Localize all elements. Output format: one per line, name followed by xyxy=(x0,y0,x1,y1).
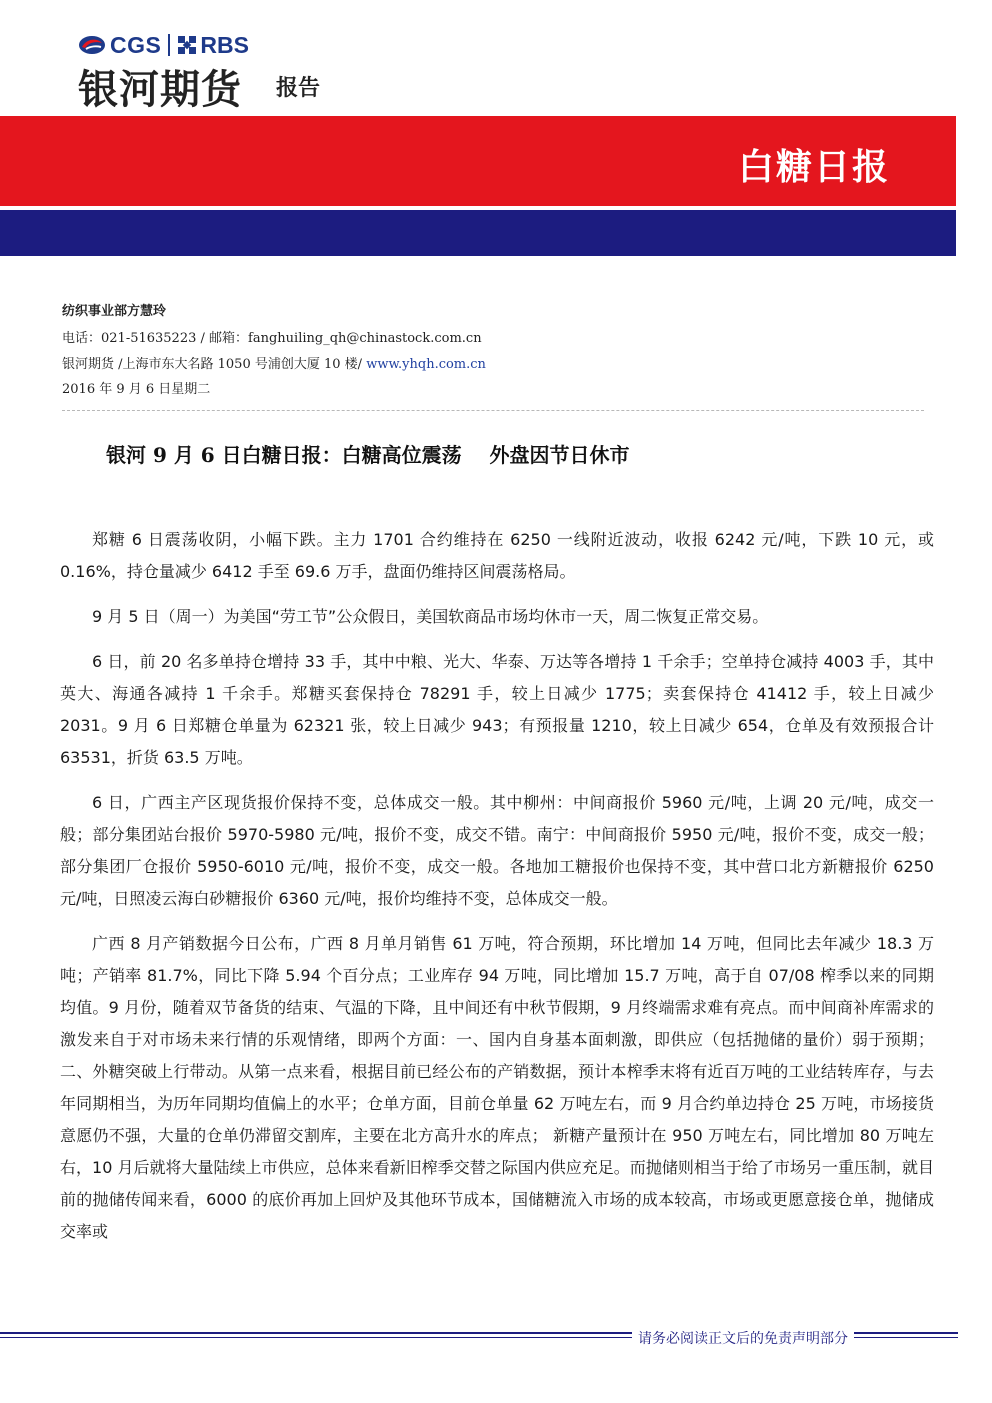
paragraph: 6 日，广西主产区现货报价保持不变，总体成交一般。其中柳州：中间商报价 5960 元/吨，上调 20 元/吨，成交一般；部分集团站台报价 5970-5980 元/吨，报价不变，成交不错。南宁：中间商报价 5950 元/吨，报价不变，成交一般；部分集团厂仓报价 5950-6010 元/吨，报价不变，成交一般。各地加工糖报价也保持不变，其中营口北方新糖报价 6250 元/吨，日照凌云海白砂糖报价 6360 元/吨，报价均维持不变，总体成交一般。 xyxy=(60,793,934,908)
title-band xyxy=(0,116,956,206)
rbs-mark-icon xyxy=(177,35,197,55)
address-text: 银河期货 /上海市东大名路 1050 号浦创大厦 10 楼/ xyxy=(62,357,367,372)
brand-subtitle: 报告 xyxy=(276,76,321,101)
report-body xyxy=(60,524,934,1261)
logo-cgs-text: CGS xyxy=(110,31,162,58)
website-link[interactable]: www.yhqh.com.cn xyxy=(366,357,486,372)
brand-name: 银河期货 xyxy=(78,67,242,113)
logo-row xyxy=(78,30,249,60)
report-title: 白糖日报 xyxy=(737,147,890,188)
footer-disclaimer-note: 请务必阅读正文后的免责声明部分 xyxy=(632,1328,854,1350)
contact-phone: 电话：021-51635223 / 邮箱： xyxy=(62,331,249,346)
headline: 银河 9 月 6 日白糖日报：白糖高位震荡 外盘因节日休市 xyxy=(106,443,630,467)
logo-rbs-text: RBS xyxy=(200,31,249,58)
paragraph: 6 日，前 20 名多单持仓增持 33 手，其中中粮、光大、华泰、万达等各增持 1 千余手；空单持仓减持 4003 手，其中英大、海通各减持 1 千余手。郑糖买套保持仓 78291 手，较上日减少 1775；卖套保持仓 41412 手，较上日减少 2031。9 月 6 日郑糖仓单量为 62321 张，较上日减少 943；有预报量 1210，较上日减少 654，仓单及有效预报合计 63531，折货 63.5 万吨。 xyxy=(60,652,934,767)
meta-divider xyxy=(62,410,924,411)
report-date: 2016 年 9 月 6 日星期二 xyxy=(62,382,211,397)
author-line: 纺织事业部方慧玲 xyxy=(62,304,167,319)
paragraph: 郑糖 6 日震荡收阴，小幅下跌。主力 1701 合约维持在 6250 一线附近波动，收报 6242 元/吨，下跌 10 元，或 0.16%，持仓量减少 6412 手至 69.6 万手，盘面仍维持区间震荡格局。 xyxy=(60,530,934,581)
logo-separator xyxy=(168,34,170,56)
paragraph: 广西 8 月产销数据今日公布，广西 8 月单月销售 61 万吨，符合预期，环比增加 14 万吨，但同比去年减少 18.3 万吨；产销率 81.7%，同比下降 5.94 个百分点；工业库存 94 万吨，同比增加 15.7 万吨，高于自 07/08 榨季以来的同期均值。9 月份，随着双节备货的结束、气温的下降，且中间还有中秋节假期，9 月终端需求难有亮点。而中间商补库需求的激发来自于对市场未来行情的乐观情绪，即两个方面：一、国内自身基本面刺激，即供应（包括抛储的量价）弱于预期；二、外糖突破上行带动。从第一点来看，根据目前已经公布的产销数据，预计本榨季末将有近百万吨的工业结转库存，与去年同期相当，为历年同期均值偏上的水平；仓单方面，目前仓单量 62 万吨左右，而 9 月合约单边持仓 25 万吨，市场接货意愿仍不强，大量的仓单仍滞留交割库，主要在北方高升水的库点； 新糖产量预计在 950 万吨左右，同比增加 80 万吨左右，10 月后就将大量陆续上市供应，总体来看新旧榨季交替之际国内供应充足。而抛储则相当于给了市场另一重压制，就目前的抛储传闻来看，6000 的底价再加上回炉及其他环节成本，国储糖流入市场的成本较高，市场或更愿意接仓单，抛储成交率或 xyxy=(60,934,934,1241)
blue-band xyxy=(0,210,956,256)
contact-line xyxy=(62,330,482,348)
cgs-swirl-icon xyxy=(78,34,106,56)
address-line xyxy=(62,356,486,374)
paragraph: 9 月 5 日（周一）为美国“劳工节”公众假日，美国软商品市场均休市一天，周二恢复正常交易。 xyxy=(92,607,769,626)
contact-email: fanghuiling_qh@chinastock.com.cn xyxy=(248,331,482,346)
